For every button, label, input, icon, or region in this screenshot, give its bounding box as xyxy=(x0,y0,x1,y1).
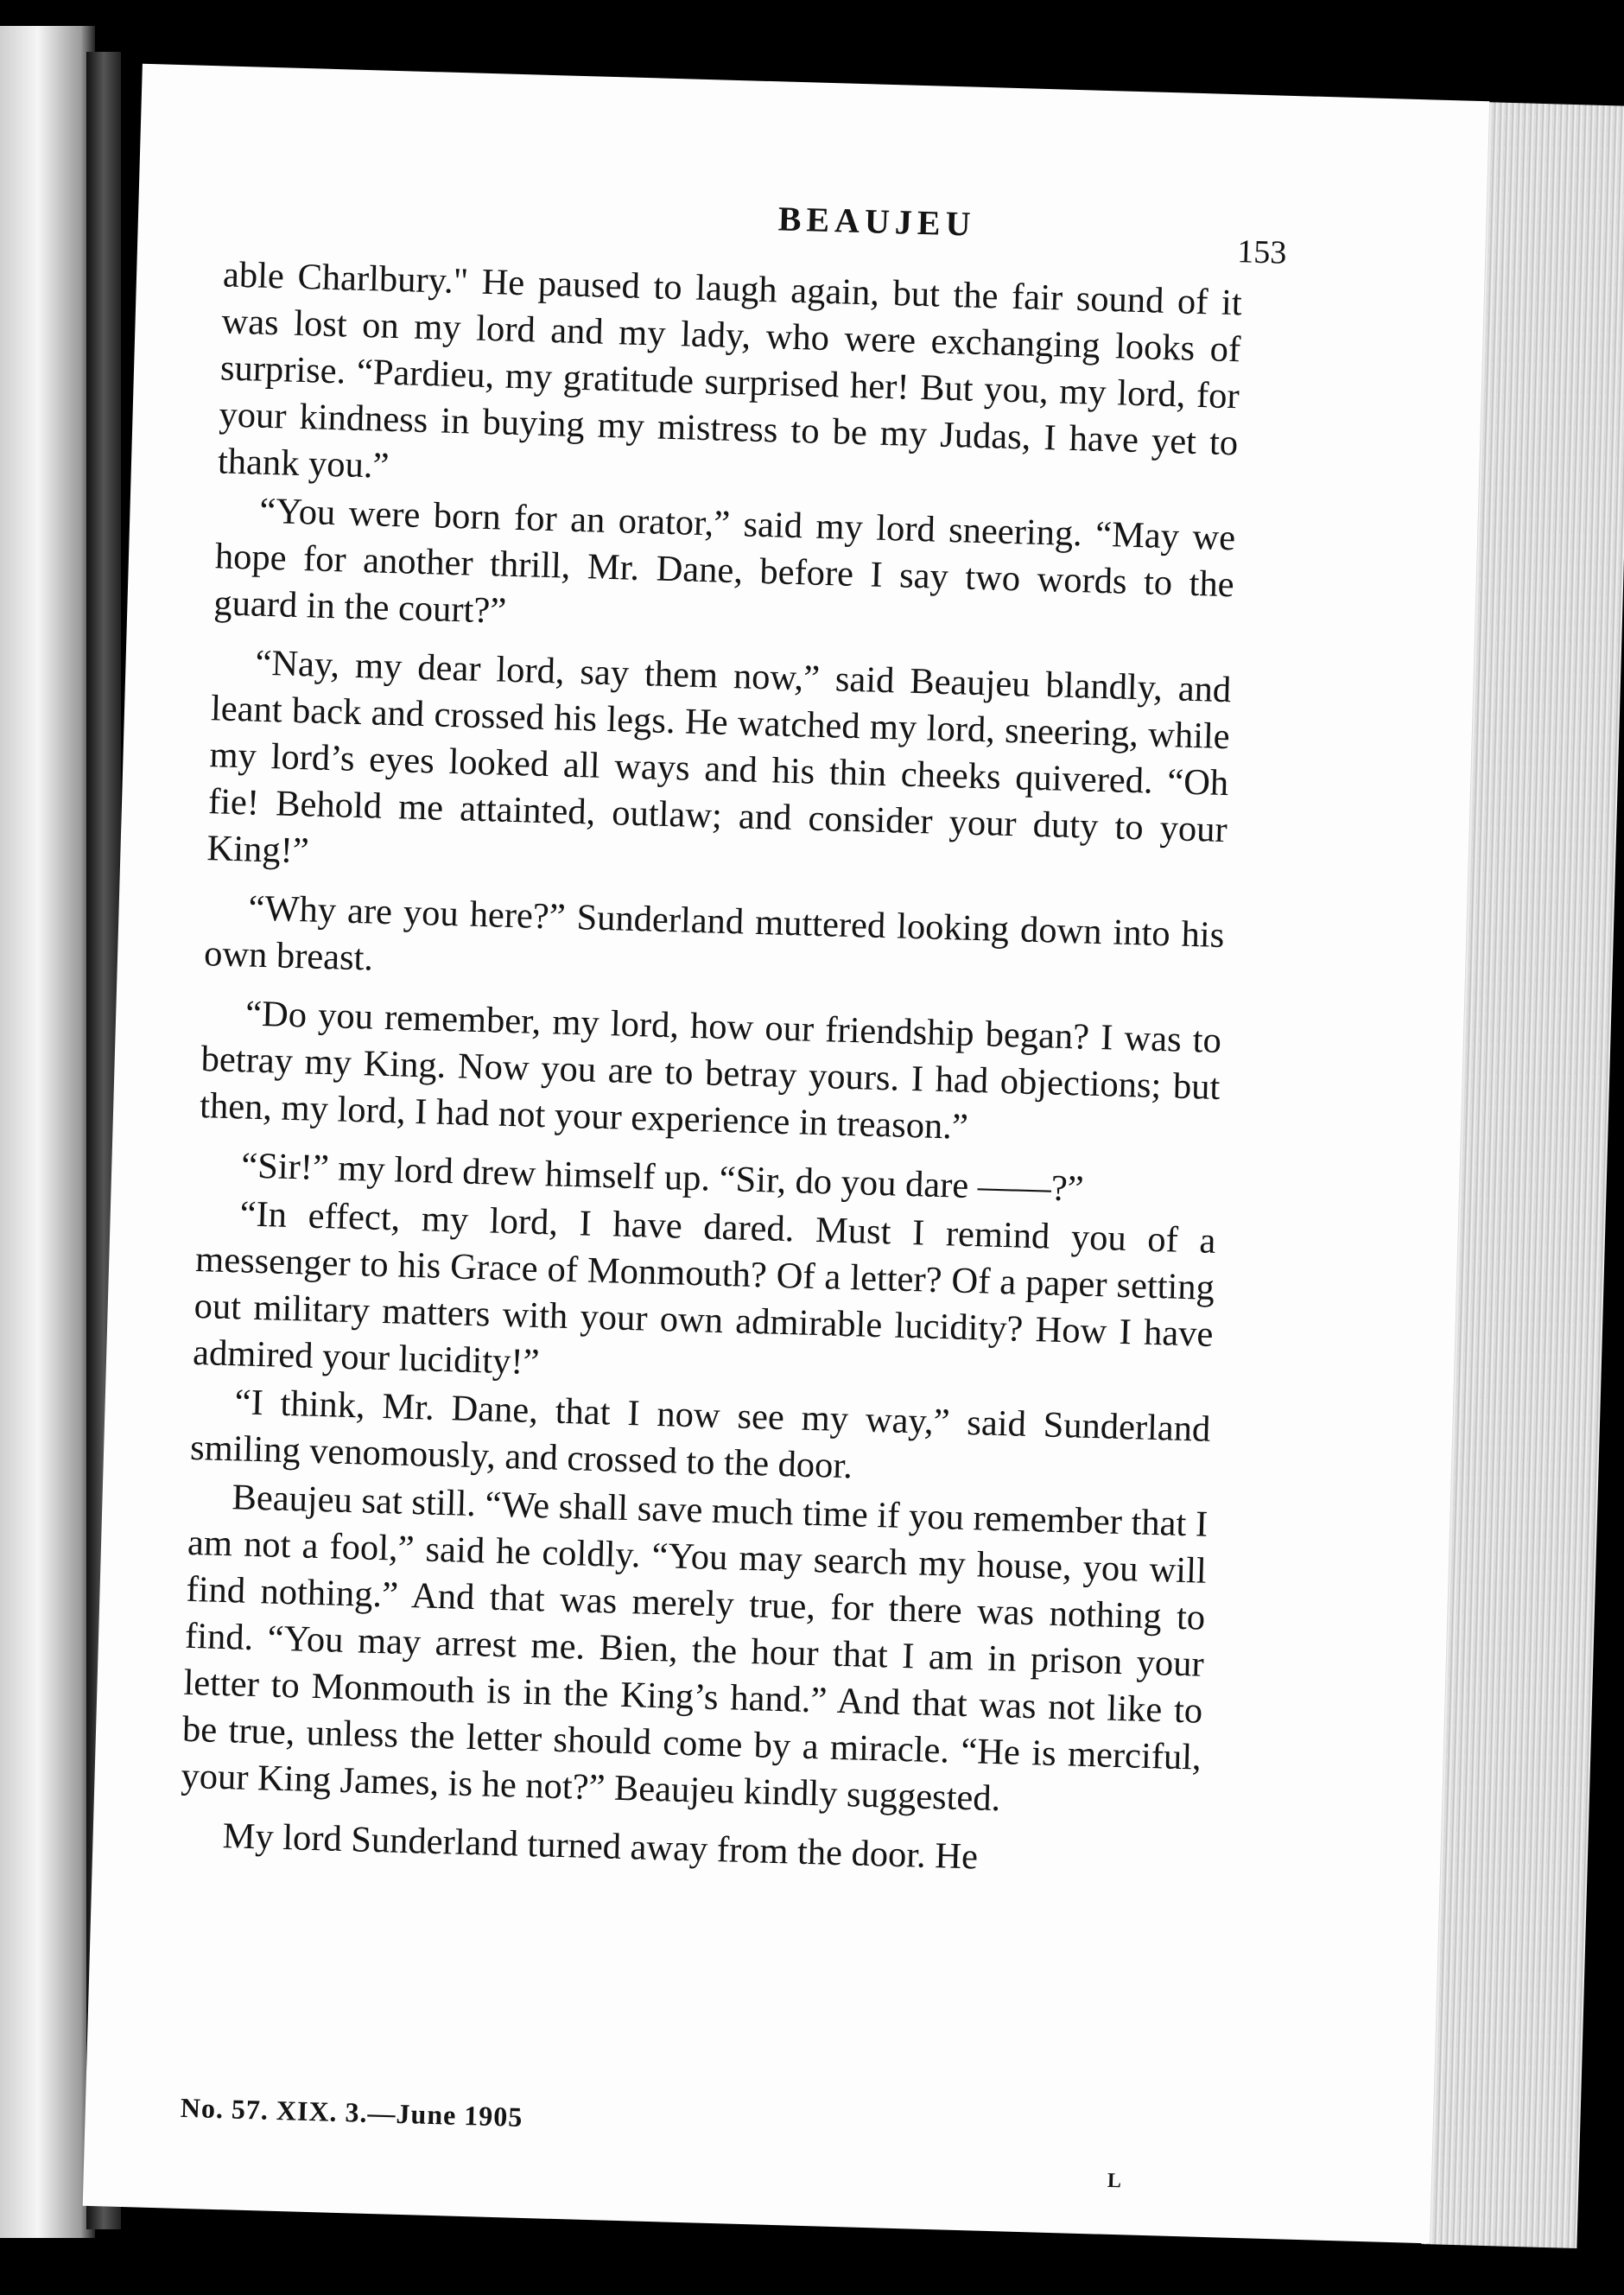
left-page-edge xyxy=(0,26,95,2238)
paragraph: “Sir!” my lord drew himself up. “Sir, do you dare ——?” xyxy=(240,1145,1085,1210)
page-number: 153 xyxy=(1236,233,1287,271)
signature-mark: L xyxy=(1107,2169,1122,2193)
paragraph: able Charlbury." He paused to laugh again, but the fair sound of it was lost on my lord and my lady, who were exchanging looks of surprise. “Pardieu, my gratitude surprised her! But you, my lord, for your kindness in buying my mistress to be my Judas, I have yet to thank you.” xyxy=(217,254,1243,486)
paragraph: My lord Sunderland turned away from the door. He xyxy=(222,1815,979,1878)
paragraph: Beaujeu sat still. “We shall save much time if you remember that I am not a fool,” said he coldly. “You may search my house, you will find nothing.” And that was merely true, for there was nothing to find. “You may arrest me. Bien, the hour that I am in prison your letter to Monmouth is in the King’s hand.” And that was not like to be true, unless the letter should come by a miracle. “He is merciful, your King James, is he not?” Beaujeu kindly suggested. xyxy=(180,1477,1208,1820)
body-text xyxy=(179,251,1243,1888)
paragraph: “Why are you here?” Sunderland muttered looking down into his own breast. xyxy=(203,887,1225,979)
printer-signature-line: No. 57. XIX. 3.—June 1905 xyxy=(180,2091,523,2133)
paragraph: “You were born for an orator,” said my lord sneering. “May we hope for another thrill, Mr. Dane, before I say two words to the guard in the court?” xyxy=(213,490,1236,632)
book-page xyxy=(83,64,1490,2244)
paragraph: “Do you remember, my lord, how our friendship began? I was to betray my King. Now you are to betray yours. I had objections; but then, my lord, I had not your experience in treason.” xyxy=(199,993,1222,1148)
paragraph: “In effect, my lord, I have dared. Must I remind you of a messenger to his Grace of Monmouth? Of a letter? Of a paper setting out military matters with your own admirable lucidity? How I have admired your lucidity!” xyxy=(192,1193,1217,1383)
paragraph: “Nay, my dear lord, say them now,” said Beaujeu blandly, and leant back and crossed his legs. He watched my lord, sneering, while my lord’s eyes looked all ways and his thin cheeks quivered. “Oh fie! Behold me attainted, outlaw; and consider your duty to your King!” xyxy=(206,642,1232,872)
running-head: BEAUJEU xyxy=(777,199,977,244)
paragraph: “I think, Mr. Dane, that I now see my way,” said Sunderland smiling venomously, and crossed to the door. xyxy=(189,1382,1211,1487)
